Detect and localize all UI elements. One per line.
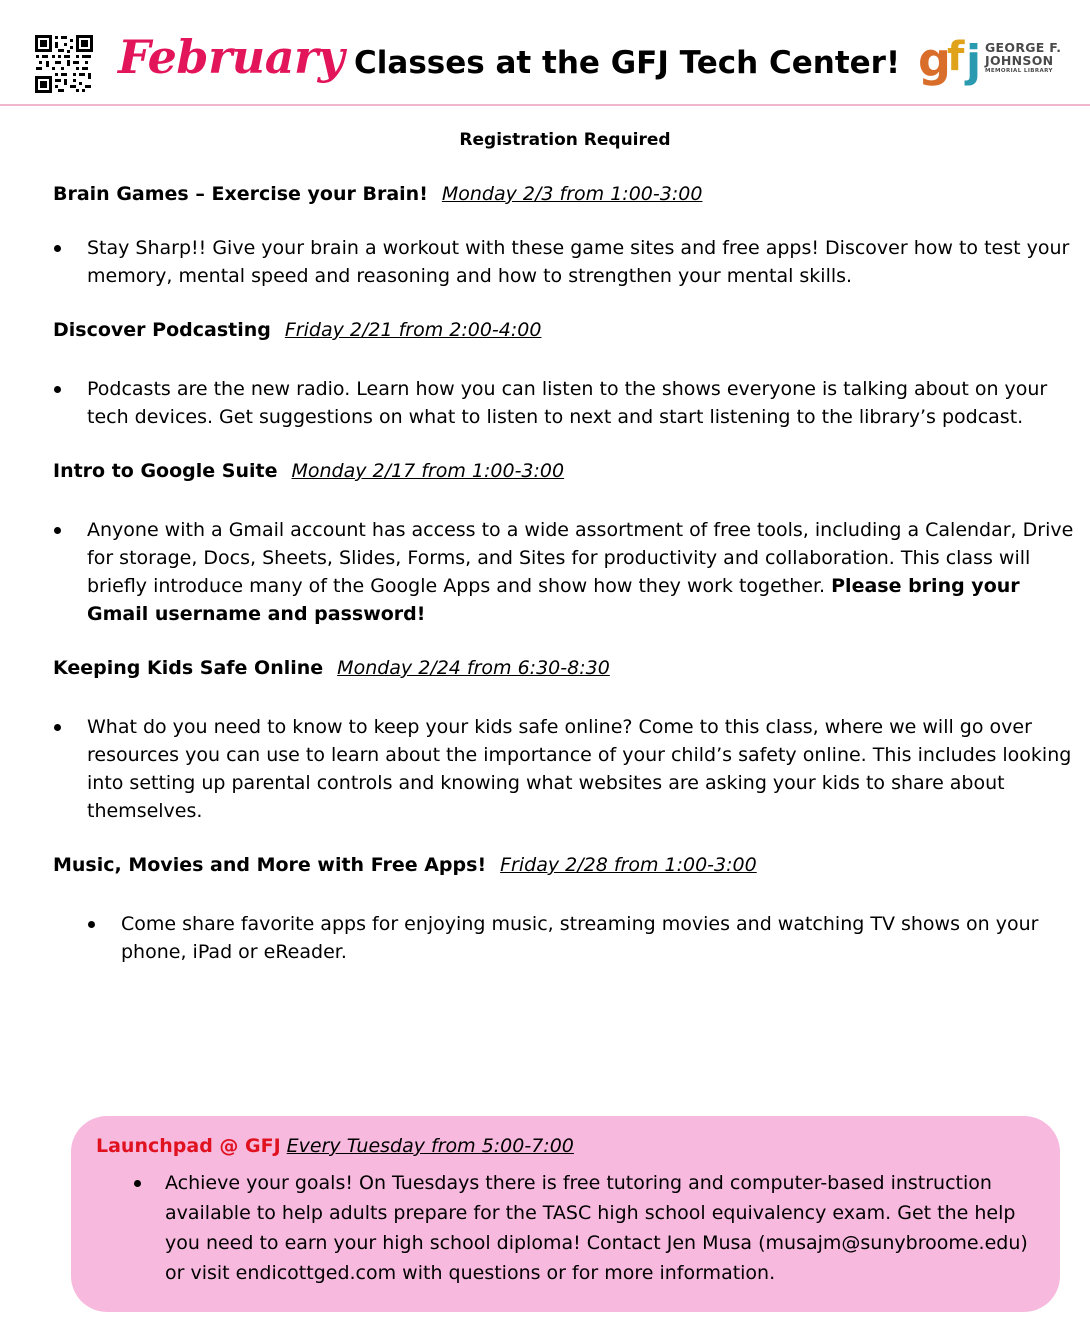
class-date: Monday 2/17 from 1:00-3:00 bbox=[291, 460, 565, 482]
bullet-icon bbox=[54, 527, 61, 534]
class-description-text: Stay Sharp!! Give your brain a workout with these game sites and free apps! Discover how to test your memory, mental speed and reasoning and how to strengthen your mental skills. bbox=[87, 237, 1070, 287]
class-description-text: Podcasts are the new radio. Learn how you can listen to the shows everyone is talking about on your tech devices. Get suggestions on what to listen to next and start listening to the library’s podcast. bbox=[87, 378, 1048, 428]
qr-code-icon bbox=[34, 34, 94, 94]
launchpad-name: Launchpad @ GFJ bbox=[96, 1135, 281, 1157]
library-logo-text bbox=[985, 42, 1061, 75]
svg-text:g: g bbox=[918, 34, 951, 87]
launchpad-heading bbox=[96, 1135, 574, 1157]
class-heading bbox=[53, 657, 610, 679]
class-description bbox=[121, 910, 1051, 966]
page-title-rest: Classes at the GFJ Tech Center! bbox=[354, 45, 901, 81]
logo-line1: GEORGE F. bbox=[985, 40, 1062, 55]
launchpad-date: Every Tuesday from 5:00-7:00 bbox=[286, 1135, 574, 1157]
class-description-emphasis: Please bring your Gmail username and password! bbox=[87, 575, 1020, 625]
page-title bbox=[118, 30, 900, 84]
class-description bbox=[87, 234, 1077, 290]
class-description bbox=[87, 375, 1077, 431]
svg-text:j: j bbox=[966, 36, 982, 87]
bullet-icon bbox=[88, 921, 95, 928]
class-date: Friday 2/21 from 2:00-4:00 bbox=[284, 319, 542, 341]
launchpad-box bbox=[71, 1116, 1060, 1312]
class-name: Keeping Kids Safe Online bbox=[53, 657, 324, 679]
class-description-text: What do you need to know to keep your kids safe online? Come to this class, where we will go over resources you can use to learn about the importance of your child’s safety online. This includes looking into setting up parental controls and knowing what websites are asking your kids to share about themselves. bbox=[87, 716, 1072, 822]
class-date: Friday 2/28 from 1:00-3:00 bbox=[500, 854, 757, 876]
class-name: Intro to Google Suite bbox=[53, 460, 278, 482]
bullet-icon bbox=[134, 1180, 141, 1187]
header-divider bbox=[0, 104, 1090, 106]
svg-text:f: f bbox=[947, 34, 965, 80]
class-name: Discover Podcasting bbox=[53, 319, 271, 341]
class-name: Brain Games – Exercise your Brain! bbox=[53, 183, 428, 205]
bullet-icon bbox=[54, 386, 61, 393]
class-description bbox=[87, 713, 1077, 825]
logo-line3: MEMORIAL LIBRARY bbox=[985, 68, 1053, 74]
logo-line2: JOHNSON bbox=[985, 52, 1054, 68]
bullet-icon bbox=[54, 245, 61, 252]
launchpad-description-text: Achieve your goals! On Tuesdays there is free tutoring and computer-based instruction available to help adults prepare for the TASC high school equivalency exam. Get the help you need to earn your high school diploma! Contact Jen Musa (musajm@sunybroome.edu) or visit endicottged.com with questions or for more information. bbox=[165, 1172, 1028, 1284]
class-description bbox=[87, 516, 1077, 628]
registration-note: Registration Required bbox=[459, 130, 671, 150]
class-heading bbox=[53, 854, 757, 876]
class-heading bbox=[53, 319, 541, 341]
class-date: Monday 2/24 from 6:30-8:30 bbox=[337, 657, 610, 679]
class-description-text: Come share favorite apps for enjoying music, streaming movies and watching TV shows on your phone, iPad or eReader. bbox=[121, 913, 1039, 963]
class-heading bbox=[53, 460, 564, 482]
class-name: Music, Movies and More with Free Apps! bbox=[53, 854, 487, 876]
bullet-icon bbox=[54, 724, 61, 731]
page-title-month: February bbox=[118, 30, 345, 84]
class-date: Monday 2/3 from 1:00-3:00 bbox=[441, 183, 703, 205]
launchpad-description bbox=[165, 1168, 1035, 1288]
class-heading bbox=[53, 183, 702, 205]
class-description-text: Anyone with a Gmail account has access to a wide assortment of free tools, including a Calendar, Drive for storage, Docs, Sheets, Slides, Forms, and Sites for productivity and collaboration. This class will briefly introduce many of the Google Apps and show how they work together. bbox=[87, 519, 1074, 597]
